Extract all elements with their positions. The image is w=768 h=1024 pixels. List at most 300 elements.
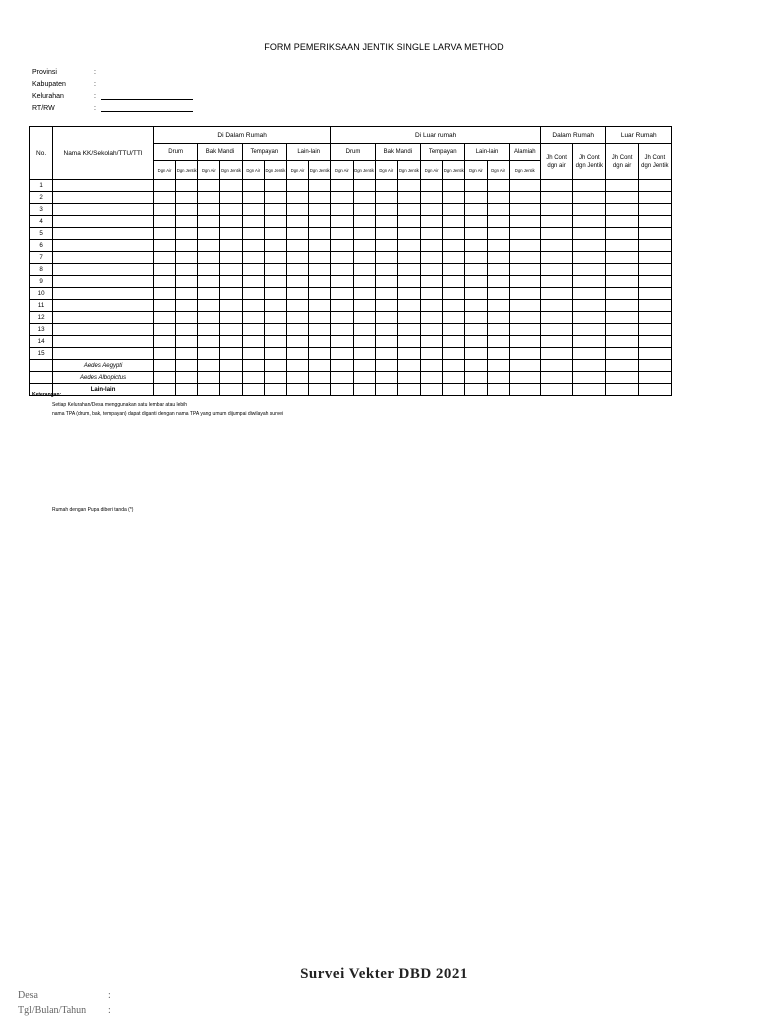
entry-cell[interactable] xyxy=(309,276,331,288)
entry-cell[interactable] xyxy=(540,192,572,204)
entry-cell[interactable] xyxy=(198,372,220,384)
entry-cell[interactable] xyxy=(264,228,286,240)
entry-cell[interactable] xyxy=(264,336,286,348)
entry-cell[interactable] xyxy=(309,384,331,396)
entry-cell[interactable] xyxy=(573,336,606,348)
entry-cell[interactable] xyxy=(540,252,572,264)
entry-cell[interactable] xyxy=(443,180,465,192)
entry-cell[interactable] xyxy=(153,180,175,192)
entry-cell[interactable] xyxy=(487,240,509,252)
entry-cell[interactable] xyxy=(421,216,443,228)
entry-cell[interactable] xyxy=(198,348,220,360)
entry-cell[interactable] xyxy=(353,360,375,372)
entry-cell[interactable] xyxy=(397,252,420,264)
entry-cell[interactable] xyxy=(375,252,397,264)
entry-cell[interactable] xyxy=(331,204,353,216)
entry-cell[interactable] xyxy=(606,264,638,276)
entry-cell[interactable] xyxy=(443,348,465,360)
entry-cell[interactable] xyxy=(397,360,420,372)
entry-cell[interactable] xyxy=(153,360,175,372)
entry-cell[interactable] xyxy=(465,240,487,252)
entry-cell[interactable] xyxy=(198,312,220,324)
entry-cell[interactable] xyxy=(638,384,671,396)
entry-cell[interactable] xyxy=(375,336,397,348)
entry-cell[interactable] xyxy=(309,324,331,336)
entry-cell[interactable] xyxy=(421,288,443,300)
entry-cell[interactable] xyxy=(353,192,375,204)
entry-cell[interactable] xyxy=(198,288,220,300)
entry-cell[interactable] xyxy=(242,348,264,360)
entry-cell[interactable] xyxy=(309,312,331,324)
entry-cell[interactable] xyxy=(421,372,443,384)
entry-cell[interactable] xyxy=(331,300,353,312)
name-cell[interactable] xyxy=(53,276,154,288)
entry-cell[interactable] xyxy=(176,204,198,216)
entry-cell[interactable] xyxy=(331,264,353,276)
entry-cell[interactable] xyxy=(309,336,331,348)
entry-cell[interactable] xyxy=(509,252,540,264)
entry-cell[interactable] xyxy=(353,264,375,276)
entry-cell[interactable] xyxy=(353,180,375,192)
entry-cell[interactable] xyxy=(421,360,443,372)
entry-cell[interactable] xyxy=(264,348,286,360)
entry-cell[interactable] xyxy=(487,252,509,264)
entry-cell[interactable] xyxy=(242,192,264,204)
entry-cell[interactable] xyxy=(573,312,606,324)
entry-cell[interactable] xyxy=(397,216,420,228)
name-cell[interactable] xyxy=(53,204,154,216)
entry-cell[interactable] xyxy=(353,336,375,348)
entry-cell[interactable] xyxy=(638,336,671,348)
entry-cell[interactable] xyxy=(509,384,540,396)
entry-cell[interactable] xyxy=(638,372,671,384)
entry-cell[interactable] xyxy=(606,360,638,372)
entry-cell[interactable] xyxy=(465,360,487,372)
entry-cell[interactable] xyxy=(375,360,397,372)
entry-cell[interactable] xyxy=(198,240,220,252)
entry-cell[interactable] xyxy=(638,324,671,336)
entry-cell[interactable] xyxy=(606,228,638,240)
entry-cell[interactable] xyxy=(509,192,540,204)
entry-cell[interactable] xyxy=(573,252,606,264)
entry-cell[interactable] xyxy=(353,384,375,396)
entry-cell[interactable] xyxy=(153,276,175,288)
entry-cell[interactable] xyxy=(242,300,264,312)
entry-cell[interactable] xyxy=(198,252,220,264)
entry-cell[interactable] xyxy=(353,276,375,288)
entry-cell[interactable] xyxy=(509,312,540,324)
entry-cell[interactable] xyxy=(540,360,572,372)
entry-cell[interactable] xyxy=(540,288,572,300)
name-cell[interactable] xyxy=(53,348,154,360)
entry-cell[interactable] xyxy=(465,384,487,396)
entry-cell[interactable] xyxy=(353,288,375,300)
entry-cell[interactable] xyxy=(397,336,420,348)
entry-cell[interactable] xyxy=(331,312,353,324)
entry-cell[interactable] xyxy=(353,240,375,252)
entry-cell[interactable] xyxy=(421,276,443,288)
entry-cell[interactable] xyxy=(487,372,509,384)
entry-cell[interactable] xyxy=(353,228,375,240)
entry-cell[interactable] xyxy=(264,180,286,192)
entry-cell[interactable] xyxy=(353,312,375,324)
entry-cell[interactable] xyxy=(443,204,465,216)
entry-cell[interactable] xyxy=(242,252,264,264)
entry-cell[interactable] xyxy=(509,300,540,312)
entry-cell[interactable] xyxy=(540,216,572,228)
entry-cell[interactable] xyxy=(421,348,443,360)
entry-cell[interactable] xyxy=(540,312,572,324)
entry-cell[interactable] xyxy=(573,276,606,288)
entry-cell[interactable] xyxy=(153,264,175,276)
entry-cell[interactable] xyxy=(153,240,175,252)
entry-cell[interactable] xyxy=(220,360,242,372)
entry-cell[interactable] xyxy=(264,372,286,384)
entry-cell[interactable] xyxy=(220,324,242,336)
entry-cell[interactable] xyxy=(397,312,420,324)
entry-cell[interactable] xyxy=(375,240,397,252)
entry-cell[interactable] xyxy=(465,192,487,204)
entry-cell[interactable] xyxy=(540,324,572,336)
entry-cell[interactable] xyxy=(573,324,606,336)
entry-cell[interactable] xyxy=(421,240,443,252)
entry-cell[interactable] xyxy=(509,348,540,360)
entry-cell[interactable] xyxy=(397,192,420,204)
entry-cell[interactable] xyxy=(286,360,308,372)
entry-cell[interactable] xyxy=(421,336,443,348)
entry-cell[interactable] xyxy=(573,384,606,396)
entry-cell[interactable] xyxy=(397,276,420,288)
entry-cell[interactable] xyxy=(397,288,420,300)
entry-cell[interactable] xyxy=(331,288,353,300)
entry-cell[interactable] xyxy=(606,192,638,204)
entry-cell[interactable] xyxy=(421,204,443,216)
entry-cell[interactable] xyxy=(286,204,308,216)
entry-cell[interactable] xyxy=(465,204,487,216)
entry-cell[interactable] xyxy=(465,348,487,360)
entry-cell[interactable] xyxy=(264,300,286,312)
entry-cell[interactable] xyxy=(286,348,308,360)
entry-cell[interactable] xyxy=(421,264,443,276)
entry-cell[interactable] xyxy=(606,276,638,288)
entry-cell[interactable] xyxy=(220,288,242,300)
entry-cell[interactable] xyxy=(487,216,509,228)
entry-cell[interactable] xyxy=(638,204,671,216)
entry-cell[interactable] xyxy=(509,324,540,336)
entry-cell[interactable] xyxy=(286,276,308,288)
entry-cell[interactable] xyxy=(153,372,175,384)
entry-cell[interactable] xyxy=(153,336,175,348)
entry-cell[interactable] xyxy=(242,204,264,216)
entry-cell[interactable] xyxy=(198,264,220,276)
entry-cell[interactable] xyxy=(465,300,487,312)
entry-cell[interactable] xyxy=(540,264,572,276)
entry-cell[interactable] xyxy=(220,252,242,264)
entry-cell[interactable] xyxy=(176,336,198,348)
entry-cell[interactable] xyxy=(309,240,331,252)
entry-cell[interactable] xyxy=(220,348,242,360)
entry-cell[interactable] xyxy=(331,252,353,264)
entry-cell[interactable] xyxy=(242,312,264,324)
entry-cell[interactable] xyxy=(397,372,420,384)
entry-cell[interactable] xyxy=(540,384,572,396)
entry-cell[interactable] xyxy=(638,252,671,264)
entry-cell[interactable] xyxy=(606,372,638,384)
entry-cell[interactable] xyxy=(540,336,572,348)
entry-cell[interactable] xyxy=(331,276,353,288)
entry-cell[interactable] xyxy=(331,192,353,204)
entry-cell[interactable] xyxy=(220,204,242,216)
entry-cell[interactable] xyxy=(487,192,509,204)
entry-cell[interactable] xyxy=(443,264,465,276)
entry-cell[interactable] xyxy=(286,336,308,348)
fill-in-line[interactable] xyxy=(101,91,193,100)
entry-cell[interactable] xyxy=(540,276,572,288)
entry-cell[interactable] xyxy=(465,228,487,240)
entry-cell[interactable] xyxy=(465,312,487,324)
entry-cell[interactable] xyxy=(309,360,331,372)
entry-cell[interactable] xyxy=(540,348,572,360)
entry-cell[interactable] xyxy=(638,240,671,252)
entry-cell[interactable] xyxy=(465,324,487,336)
entry-cell[interactable] xyxy=(353,216,375,228)
name-cell[interactable] xyxy=(53,192,154,204)
entry-cell[interactable] xyxy=(397,300,420,312)
entry-cell[interactable] xyxy=(443,288,465,300)
entry-cell[interactable] xyxy=(397,240,420,252)
entry-cell[interactable] xyxy=(220,228,242,240)
entry-cell[interactable] xyxy=(286,288,308,300)
entry-cell[interactable] xyxy=(331,360,353,372)
entry-cell[interactable] xyxy=(638,360,671,372)
entry-cell[interactable] xyxy=(153,228,175,240)
entry-cell[interactable] xyxy=(153,216,175,228)
entry-cell[interactable] xyxy=(331,228,353,240)
entry-cell[interactable] xyxy=(286,300,308,312)
entry-cell[interactable] xyxy=(573,348,606,360)
entry-cell[interactable] xyxy=(509,216,540,228)
entry-cell[interactable] xyxy=(353,348,375,360)
entry-cell[interactable] xyxy=(309,180,331,192)
entry-cell[interactable] xyxy=(487,228,509,240)
entry-cell[interactable] xyxy=(153,300,175,312)
entry-cell[interactable] xyxy=(487,264,509,276)
entry-cell[interactable] xyxy=(487,312,509,324)
entry-cell[interactable] xyxy=(443,336,465,348)
name-cell[interactable] xyxy=(53,252,154,264)
entry-cell[interactable] xyxy=(487,324,509,336)
entry-cell[interactable] xyxy=(220,300,242,312)
entry-cell[interactable] xyxy=(487,384,509,396)
entry-cell[interactable] xyxy=(286,384,308,396)
entry-cell[interactable] xyxy=(443,228,465,240)
entry-cell[interactable] xyxy=(421,252,443,264)
entry-cell[interactable] xyxy=(176,264,198,276)
entry-cell[interactable] xyxy=(242,264,264,276)
entry-cell[interactable] xyxy=(220,216,242,228)
entry-cell[interactable] xyxy=(540,204,572,216)
name-cell[interactable] xyxy=(53,228,154,240)
entry-cell[interactable] xyxy=(176,324,198,336)
entry-cell[interactable] xyxy=(220,276,242,288)
entry-cell[interactable] xyxy=(443,372,465,384)
entry-cell[interactable] xyxy=(638,288,671,300)
entry-cell[interactable] xyxy=(638,264,671,276)
entry-cell[interactable] xyxy=(176,288,198,300)
entry-cell[interactable] xyxy=(375,312,397,324)
entry-cell[interactable] xyxy=(242,276,264,288)
entry-cell[interactable] xyxy=(443,192,465,204)
entry-cell[interactable] xyxy=(176,228,198,240)
entry-cell[interactable] xyxy=(198,336,220,348)
entry-cell[interactable] xyxy=(242,372,264,384)
entry-cell[interactable] xyxy=(573,288,606,300)
entry-cell[interactable] xyxy=(153,288,175,300)
entry-cell[interactable] xyxy=(309,228,331,240)
entry-cell[interactable] xyxy=(465,336,487,348)
entry-cell[interactable] xyxy=(573,180,606,192)
entry-cell[interactable] xyxy=(375,216,397,228)
entry-cell[interactable] xyxy=(465,288,487,300)
entry-cell[interactable] xyxy=(176,252,198,264)
entry-cell[interactable] xyxy=(375,384,397,396)
entry-cell[interactable] xyxy=(286,216,308,228)
entry-cell[interactable] xyxy=(309,192,331,204)
entry-cell[interactable] xyxy=(375,264,397,276)
entry-cell[interactable] xyxy=(176,276,198,288)
entry-cell[interactable] xyxy=(509,264,540,276)
entry-cell[interactable] xyxy=(606,288,638,300)
entry-cell[interactable] xyxy=(286,372,308,384)
entry-cell[interactable] xyxy=(198,192,220,204)
entry-cell[interactable] xyxy=(220,336,242,348)
entry-cell[interactable] xyxy=(573,360,606,372)
entry-cell[interactable] xyxy=(509,204,540,216)
entry-cell[interactable] xyxy=(176,312,198,324)
entry-cell[interactable] xyxy=(353,324,375,336)
entry-cell[interactable] xyxy=(309,264,331,276)
entry-cell[interactable] xyxy=(220,192,242,204)
entry-cell[interactable] xyxy=(638,180,671,192)
entry-cell[interactable] xyxy=(638,228,671,240)
entry-cell[interactable] xyxy=(487,360,509,372)
entry-cell[interactable] xyxy=(220,312,242,324)
entry-cell[interactable] xyxy=(487,336,509,348)
entry-cell[interactable] xyxy=(573,192,606,204)
entry-cell[interactable] xyxy=(353,204,375,216)
entry-cell[interactable] xyxy=(606,336,638,348)
entry-cell[interactable] xyxy=(487,204,509,216)
entry-cell[interactable] xyxy=(309,300,331,312)
entry-cell[interactable] xyxy=(509,240,540,252)
fill-in-line[interactable] xyxy=(101,103,193,112)
entry-cell[interactable] xyxy=(375,204,397,216)
entry-cell[interactable] xyxy=(606,252,638,264)
entry-cell[interactable] xyxy=(353,372,375,384)
entry-cell[interactable] xyxy=(421,384,443,396)
entry-cell[interactable] xyxy=(309,204,331,216)
entry-cell[interactable] xyxy=(264,264,286,276)
entry-cell[interactable] xyxy=(198,228,220,240)
entry-cell[interactable] xyxy=(443,384,465,396)
entry-cell[interactable] xyxy=(264,192,286,204)
entry-cell[interactable] xyxy=(220,264,242,276)
entry-cell[interactable] xyxy=(331,336,353,348)
entry-cell[interactable] xyxy=(638,312,671,324)
entry-cell[interactable] xyxy=(153,348,175,360)
entry-cell[interactable] xyxy=(309,288,331,300)
entry-cell[interactable] xyxy=(487,180,509,192)
entry-cell[interactable] xyxy=(375,300,397,312)
entry-cell[interactable] xyxy=(421,180,443,192)
entry-cell[interactable] xyxy=(353,300,375,312)
entry-cell[interactable] xyxy=(309,252,331,264)
entry-cell[interactable] xyxy=(540,180,572,192)
entry-cell[interactable] xyxy=(264,312,286,324)
entry-cell[interactable] xyxy=(606,180,638,192)
entry-cell[interactable] xyxy=(176,360,198,372)
entry-cell[interactable] xyxy=(331,180,353,192)
entry-cell[interactable] xyxy=(540,300,572,312)
entry-cell[interactable] xyxy=(638,348,671,360)
entry-cell[interactable] xyxy=(509,276,540,288)
entry-cell[interactable] xyxy=(397,384,420,396)
entry-cell[interactable] xyxy=(397,264,420,276)
entry-cell[interactable] xyxy=(331,240,353,252)
entry-cell[interactable] xyxy=(487,348,509,360)
entry-cell[interactable] xyxy=(397,180,420,192)
entry-cell[interactable] xyxy=(198,216,220,228)
entry-cell[interactable] xyxy=(353,252,375,264)
entry-cell[interactable] xyxy=(397,324,420,336)
entry-cell[interactable] xyxy=(465,264,487,276)
entry-cell[interactable] xyxy=(242,180,264,192)
entry-cell[interactable] xyxy=(638,300,671,312)
entry-cell[interactable] xyxy=(286,192,308,204)
entry-cell[interactable] xyxy=(153,252,175,264)
entry-cell[interactable] xyxy=(242,240,264,252)
entry-cell[interactable] xyxy=(606,240,638,252)
entry-cell[interactable] xyxy=(375,228,397,240)
entry-cell[interactable] xyxy=(487,300,509,312)
entry-cell[interactable] xyxy=(509,360,540,372)
entry-cell[interactable] xyxy=(443,252,465,264)
entry-cell[interactable] xyxy=(465,372,487,384)
entry-cell[interactable] xyxy=(375,180,397,192)
entry-cell[interactable] xyxy=(397,228,420,240)
entry-cell[interactable] xyxy=(573,300,606,312)
entry-cell[interactable] xyxy=(264,288,286,300)
entry-cell[interactable] xyxy=(198,180,220,192)
entry-cell[interactable] xyxy=(606,324,638,336)
entry-cell[interactable] xyxy=(397,204,420,216)
entry-cell[interactable] xyxy=(487,276,509,288)
entry-cell[interactable] xyxy=(286,180,308,192)
entry-cell[interactable] xyxy=(606,384,638,396)
entry-cell[interactable] xyxy=(264,276,286,288)
entry-cell[interactable] xyxy=(421,324,443,336)
entry-cell[interactable] xyxy=(443,300,465,312)
entry-cell[interactable] xyxy=(331,348,353,360)
name-cell[interactable] xyxy=(53,300,154,312)
entry-cell[interactable] xyxy=(375,348,397,360)
entry-cell[interactable] xyxy=(331,384,353,396)
entry-cell[interactable] xyxy=(176,240,198,252)
entry-cell[interactable] xyxy=(331,324,353,336)
entry-cell[interactable] xyxy=(638,276,671,288)
entry-cell[interactable] xyxy=(264,324,286,336)
entry-cell[interactable] xyxy=(198,276,220,288)
